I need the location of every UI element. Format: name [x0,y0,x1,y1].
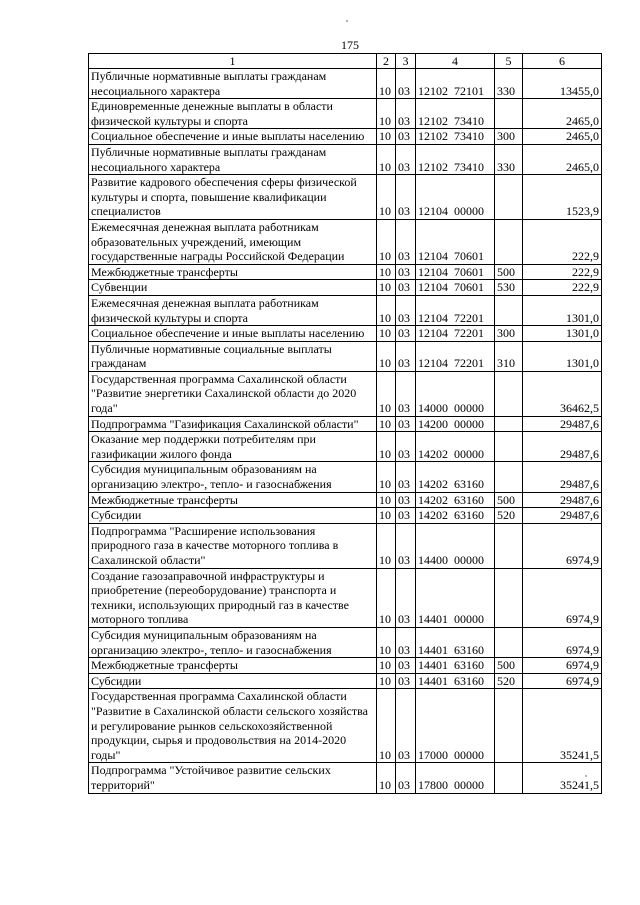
table-row [89,99,602,129]
subsection-code-cell: 03 [396,295,416,325]
section-code-cell: 10 [377,763,396,793]
row-name-cell: Субсидия муниципальным образованиям на организацию электро-, тепло- и газоснабжения [89,462,377,492]
target-article-cell: 14401 63160 [416,658,495,674]
row-name-cell: Публичные нормативные выплаты гражданам несоциального характера [89,144,377,174]
row-name-cell: Создание газозаправочной инфраструктуры и приобретение (переоборудование) транспорта и техники, использующих природный газ в качестве моторного топлива [89,568,377,627]
row-name-cell: Социальное обеспечение и иные выплаты населению [89,326,377,342]
subsection-code-cell: 03 [396,129,416,145]
section-code-cell: 10 [377,416,396,432]
expense-type-cell: 520 [495,508,523,524]
row-name-cell: Субсидии [89,673,377,689]
table-row [89,129,602,145]
amount-cell: 29487,6 [523,492,602,508]
section-code-cell: 10 [377,508,396,524]
expense-type-cell: 300 [495,326,523,342]
expense-type-cell [495,432,523,462]
column-header: 6 [523,54,602,69]
table-row [89,280,602,296]
target-article-cell: 12104 70601 [416,280,495,296]
amount-cell: 29487,6 [523,462,602,492]
table-row [89,144,602,174]
column-header: 2 [377,54,396,69]
table-row [89,508,602,524]
table-row [89,673,602,689]
row-name-cell: Подпрограмма "Устойчивое развитие сельских территорий" [89,763,377,793]
section-code-cell: 10 [377,69,396,99]
target-article-cell: 14000 00000 [416,371,495,416]
expense-type-cell [495,295,523,325]
target-article-cell: 14400 00000 [416,523,495,568]
row-name-cell: Субсидии [89,508,377,524]
subsection-code-cell: 03 [396,69,416,99]
expense-type-cell [495,462,523,492]
subsection-code-cell: 03 [396,627,416,657]
expense-type-cell: 330 [495,69,523,99]
amount-cell: 2465,0 [523,99,602,129]
amount-cell: 1301,0 [523,295,602,325]
expense-type-cell: 500 [495,264,523,280]
subsection-code-cell: 03 [396,371,416,416]
table-row [89,371,602,416]
target-article-cell: 12104 72201 [416,295,495,325]
amount-cell: 29487,6 [523,508,602,524]
section-code-cell: 10 [377,371,396,416]
header-row [89,54,602,69]
section-code-cell: 10 [377,523,396,568]
expense-type-cell [495,416,523,432]
expense-type-cell [495,371,523,416]
table-body [89,69,602,794]
table-row [89,264,602,280]
column-header: 5 [495,54,523,69]
amount-cell: 6974,9 [523,658,602,674]
row-name-cell: Межбюджетные трансферты [89,264,377,280]
target-article-cell: 12102 73410 [416,144,495,174]
section-code-cell: 10 [377,689,396,763]
section-code-cell: 10 [377,568,396,627]
page-number: 175 [341,38,359,52]
subsection-code-cell: 03 [396,144,416,174]
amount-cell: 29487,6 [523,416,602,432]
section-code-cell: 10 [377,144,396,174]
target-article-cell: 14401 63160 [416,627,495,657]
expense-type-cell: 330 [495,144,523,174]
subsection-code-cell: 03 [396,689,416,763]
table-row [89,432,602,462]
table-row [89,689,602,763]
section-code-cell: 10 [377,129,396,145]
expense-type-cell [495,99,523,129]
subsection-code-cell: 03 [396,280,416,296]
subsection-code-cell: 03 [396,673,416,689]
expense-type-cell: 300 [495,129,523,145]
amount-cell: 222,9 [523,264,602,280]
table-row [89,462,602,492]
table-row [89,175,602,220]
target-article-cell: 12102 73410 [416,99,495,129]
target-article-cell: 12104 70601 [416,264,495,280]
target-article-cell: 14202 63160 [416,462,495,492]
amount-cell: 2465,0 [523,129,602,145]
target-article-cell: 17800 00000 [416,763,495,793]
subsection-code-cell: 03 [396,492,416,508]
expense-type-cell: 500 [495,492,523,508]
subsection-code-cell: 03 [396,99,416,129]
table-row [89,763,602,793]
amount-cell: 6974,9 [523,523,602,568]
amount-cell: 1301,0 [523,341,602,371]
row-name-cell: Оказание мер поддержки потребителям при газификации жилого фонда [89,432,377,462]
section-code-cell: 10 [377,627,396,657]
row-name-cell: Подпрограмма "Расширение использования природного газа в качестве моторного топлива в Сахалинской области" [89,523,377,568]
target-article-cell: 14200 00000 [416,416,495,432]
expense-type-cell [495,219,523,264]
expense-type-cell [495,523,523,568]
target-article-cell: 17000 00000 [416,689,495,763]
amount-cell: 222,9 [523,280,602,296]
table-row [89,523,602,568]
section-code-cell: 10 [377,673,396,689]
expense-type-cell: 500 [495,658,523,674]
expense-type-cell [495,627,523,657]
section-code-cell: 10 [377,280,396,296]
table-row [89,492,602,508]
table-row [89,568,602,627]
subsection-code-cell: 03 [396,432,416,462]
section-code-cell: 10 [377,658,396,674]
row-name-cell: Ежемесячная денежная выплата работникам образовательных учреждений, имеющим государственные награды Российской Федерации [89,219,377,264]
section-code-cell: 10 [377,341,396,371]
amount-cell: 2465,0 [523,144,602,174]
row-name-cell: Субвенции [89,280,377,296]
subsection-code-cell: 03 [396,763,416,793]
section-code-cell: 10 [377,326,396,342]
subsection-code-cell: 03 [396,462,416,492]
amount-cell: 1301,0 [523,326,602,342]
row-name-cell: Межбюджетные трансферты [89,658,377,674]
expense-type-cell [495,763,523,793]
table-row [89,69,602,99]
subsection-code-cell: 03 [396,341,416,371]
target-article-cell: 12104 00000 [416,175,495,220]
section-code-cell: 10 [377,99,396,129]
target-article-cell: 14401 63160 [416,673,495,689]
column-header: 1 [89,54,377,69]
row-name-cell: Ежемесячная денежная выплата работникам физической культуры и спорта [89,295,377,325]
subsection-code-cell: 03 [396,326,416,342]
expense-type-cell [495,175,523,220]
row-name-cell: Государственная программа Сахалинской области "Развитие энергетики Сахалинской области до 2020 года" [89,371,377,416]
amount-cell: 13455,0 [523,69,602,99]
scan-speck [346,20,348,22]
target-article-cell: 14401 00000 [416,568,495,627]
amount-cell: 6974,9 [523,568,602,627]
target-article-cell: 12104 70601 [416,219,495,264]
table-row [89,295,602,325]
budget-table [88,53,602,794]
row-name-cell: Единовременные денежные выплаты в области физической культуры и спорта [89,99,377,129]
row-name-cell: Публичные нормативные выплаты гражданам несоциального характера [89,69,377,99]
subsection-code-cell: 03 [396,264,416,280]
amount-cell: 29487,6 [523,432,602,462]
section-code-cell: 10 [377,295,396,325]
row-name-cell: Социальное обеспечение и иные выплаты населению [89,129,377,145]
amount-cell: 6974,9 [523,627,602,657]
table-row [89,658,602,674]
table-row [89,416,602,432]
column-header: 3 [396,54,416,69]
row-name-cell: Межбюджетные трансферты [89,492,377,508]
amount-cell: 222,9 [523,219,602,264]
section-code-cell: 10 [377,432,396,462]
row-name-cell: Публичные нормативные социальные выплаты гражданам [89,341,377,371]
subsection-code-cell: 03 [396,219,416,264]
subsection-code-cell: 03 [396,658,416,674]
subsection-code-cell: 03 [396,508,416,524]
row-name-cell: Подпрограмма "Газификация Сахалинской области" [89,416,377,432]
target-article-cell: 12104 72201 [416,326,495,342]
expense-type-cell [495,568,523,627]
amount-cell: 36462,5 [523,371,602,416]
target-article-cell: 14202 63160 [416,508,495,524]
expense-type-cell: 520 [495,673,523,689]
expense-type-cell: 530 [495,280,523,296]
amount-cell: 35241,5 [523,689,602,763]
target-article-cell: 14202 63160 [416,492,495,508]
target-article-cell: 12102 72101 [416,69,495,99]
table-row [89,627,602,657]
amount-cell: 6974,9 [523,673,602,689]
row-name-cell: Государственная программа Сахалинской области "Развитие в Сахалинской области сельского хозяйства и регулирование рынков сельскохозяйственной продукции, сырья и продовольствия на 2014-2020 годы" [89,689,377,763]
column-header: 4 [416,54,495,69]
section-code-cell: 10 [377,492,396,508]
target-article-cell: 12102 73410 [416,129,495,145]
section-code-cell: 10 [377,175,396,220]
subsection-code-cell: 03 [396,568,416,627]
table-row [89,341,602,371]
table-row [89,326,602,342]
section-code-cell: 10 [377,462,396,492]
subsection-code-cell: 03 [396,175,416,220]
target-article-cell: 12104 72201 [416,341,495,371]
amount-cell: 35241,5 [523,763,602,793]
subsection-code-cell: 03 [396,416,416,432]
amount-cell: 1523,9 [523,175,602,220]
section-code-cell: 10 [377,264,396,280]
subsection-code-cell: 03 [396,523,416,568]
row-name-cell: Развитие кадрового обеспечения сферы физической культуры и спорта, повышение квалификации специалистов [89,175,377,220]
section-code-cell: 10 [377,219,396,264]
table-row [89,219,602,264]
expense-type-cell: 310 [495,341,523,371]
expense-type-cell [495,689,523,763]
row-name-cell: Субсидия муниципальным образованиям на организацию электро-, тепло- и газоснабжения [89,627,377,657]
target-article-cell: 14202 00000 [416,432,495,462]
